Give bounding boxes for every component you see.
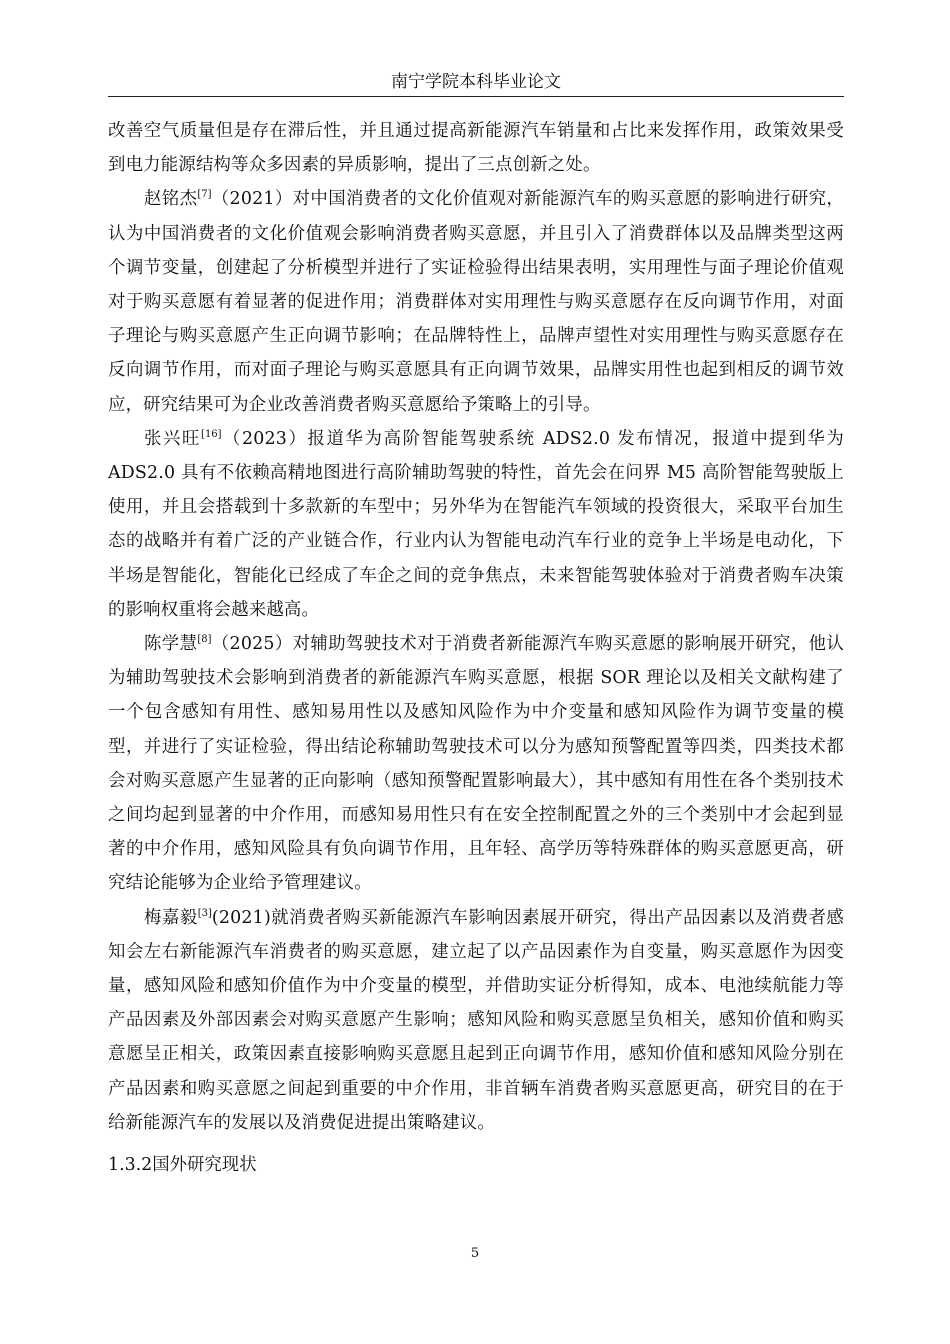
author-name: 赵铭杰 [144, 189, 198, 210]
header-title: 南宁学院本科毕业论文 [391, 72, 561, 92]
paragraph-text: （2025）对辅助驾驶技术对于消费者新能源汽车购买意愿的影响展开研究，他认为辅助驾驶技术会影响到消费者的新能源汽车购买意愿，根据 SOR 理论以及相关文献构建了一个包含感知有用性、感知易用性以及感知风险作为中介变量和感知风险作为调节变量的模型，并进行了实证检验，得出结论称辅助驾驶技术可以分为感知预警配置等四类，四类技术都会对购买意愿产生显著的正向影响（感知预警配置影响最大），其中感知有用性在各个类别技术之间均起到显著的中介作用，而感知易用性只有在安全控制配置之外的三个类别中才会起到显著的中介作用，感知风险具有负向调节作用，且年轻、高学历等特殊群体的购买意愿更高，研究结论能够为企业给予管理建议。 [108, 634, 844, 894]
paragraph-text: （2023）报道华为高阶智能驾驶系统 ADS2.0 发布情况，报道中提到华为 ADS2.0 具有不依赖高精地图进行高阶辅助驾驶的特性，首先会在问界 M5 高阶智能驾驶版上使用，并且会搭载到十多款新的车型中；另外华为在智能汽车领域的投资很大，采取平台加生态的战略并有着广泛的产业链合作，行业内认为智能电动汽车行业的竞争上半场是电动化，下半场是智能化，智能化已经成了车企之间的竞争焦点，未来智能驾驶体验对于消费者购车决策的影响权重将会越来越高。 [108, 428, 844, 620]
paragraph-continuation: 改善空气质量但是存在滞后性，并且通过提高新能源汽车销量和占比来发挥作用，政策效果受到电力能源结构等众多因素的异质影响，提出了三点创新之处。 [108, 121, 844, 176]
body-content [108, 114, 844, 1182]
author-name: 陈学慧 [144, 634, 198, 655]
citation-marker: [16] [201, 429, 222, 441]
paragraph-chen-xuehui [108, 627, 844, 901]
section-heading: 1.3.2国外研究现状 [108, 1155, 257, 1176]
paragraph-mei-jiayi [108, 901, 844, 1140]
citation-marker: [3] [197, 907, 212, 919]
page-header [108, 70, 844, 97]
paragraph-zhang-xingwang [108, 422, 844, 627]
page-number: 5 [470, 1246, 480, 1261]
citation-marker: [7] [197, 189, 212, 201]
author-name: 张兴旺 [144, 428, 202, 449]
paragraph-zhao-mingjie [108, 182, 844, 421]
paragraph-text: (2021)就消费者购买新能源汽车影响因素展开研究，得出产品因素以及消费者感知会左右新能源汽车消费者的购买意愿，建立起了以产品因素作为自变量，购买意愿作为因变量，感知风险和感知价值作为中介变量的模型，并借助实证分析得知，成本、电池续航能力等产品因素及外部因素会对购买意愿产生影响；感知风险和购买意愿呈负相关，感知价值和购买意愿呈正相关，政策因素直接影响购买意愿且起到正向调节作用，感知价值和感知风险分别在产品因素和购买意愿之间起到重要的中介作用，非首辆车消费者购买意愿更高，研究目的在于给新能源汽车的发展以及消费促进提出策略建议。 [108, 907, 844, 1133]
paragraph-text: （2021）对中国消费者的文化价值观对新能源汽车的购买意愿的影响进行研究，认为中国消费者的文化价值观会影响消费者购买意愿，并且引入了消费群体以及品牌类型这两个调节变量，创建起了分析模型并进行了实证检验得出结果表明，实用理性与面子理论价值观对于购买意愿有着显著的促进作用；消费群体对实用理性与购买意愿存在反向调节作用，对面子理论与购买意愿产生正向调节影响；在品牌特性上，品牌声望性对实用理性与购买意愿存在反向调节作用，而对面子理论与购买意愿具有正向调节效果，品牌实用性也起到相反的调节效应，研究结果可为企业改善消费者购买意愿给予策略上的引导。 [108, 189, 844, 415]
author-name: 梅嘉毅 [144, 907, 198, 928]
citation-marker: [8] [197, 634, 212, 646]
